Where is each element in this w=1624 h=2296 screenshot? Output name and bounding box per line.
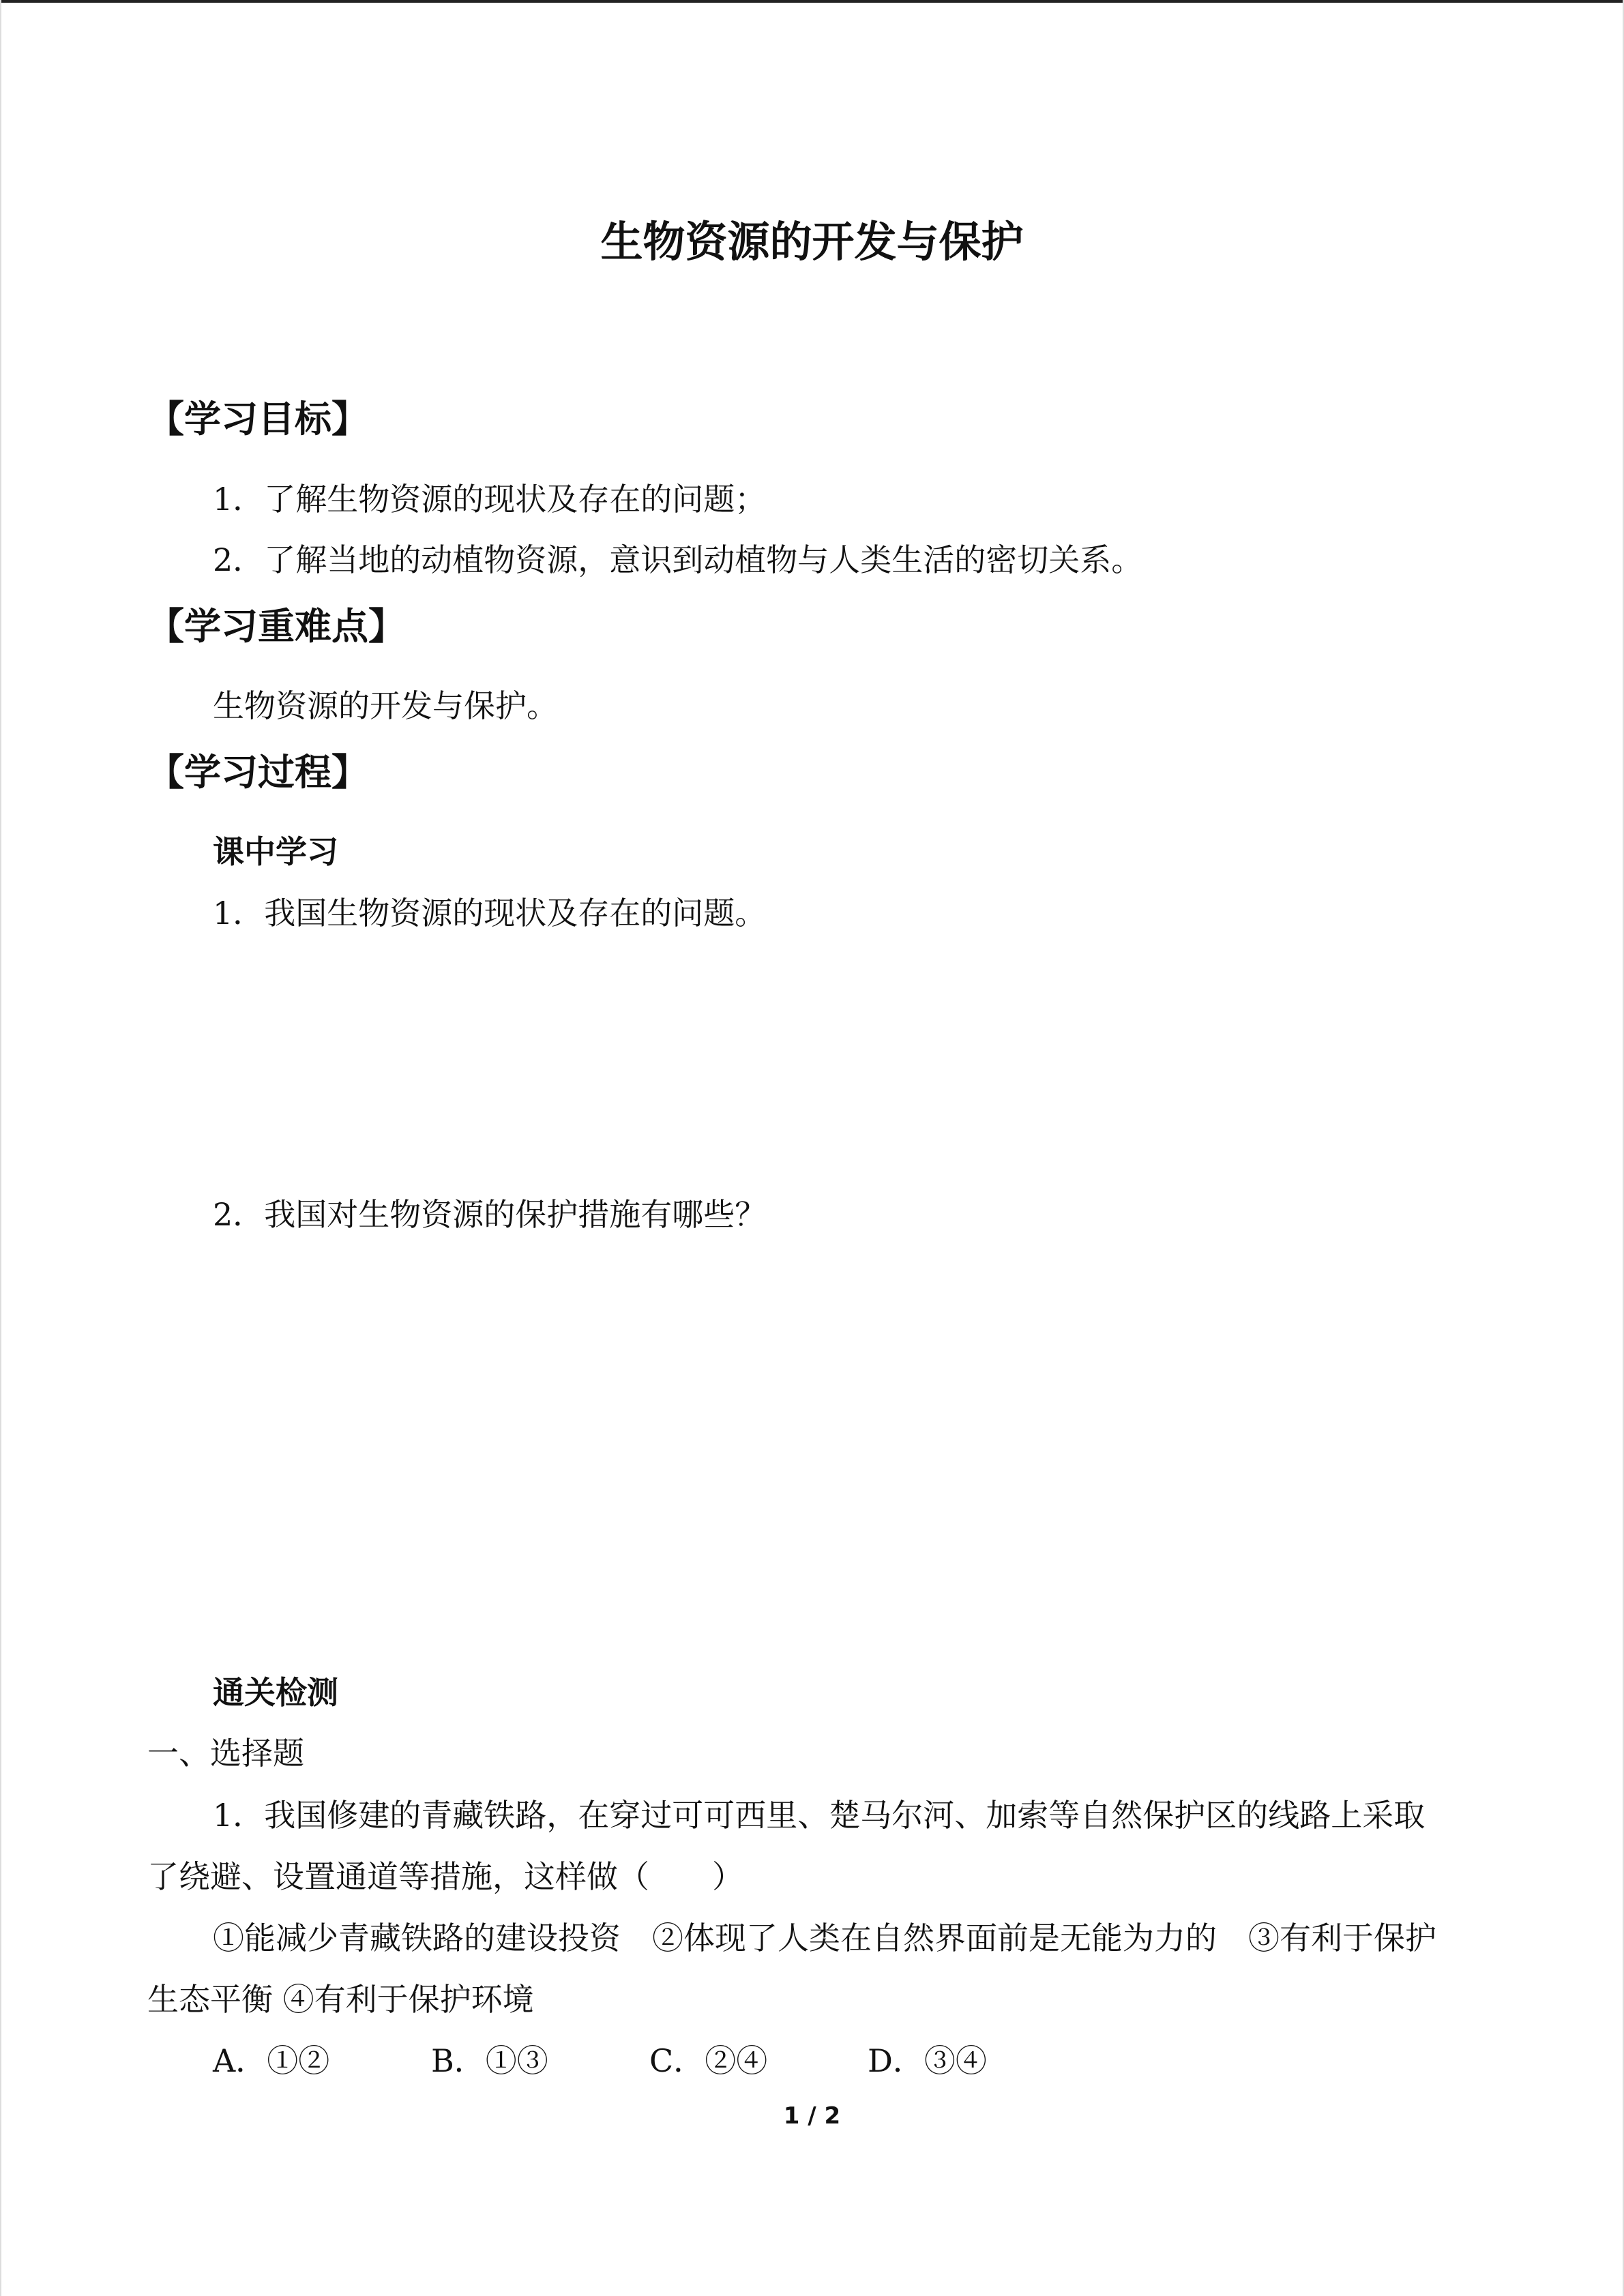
subheading-in-class: 课中学习 xyxy=(213,833,338,870)
option-a: A．①② xyxy=(213,2042,330,2079)
page-top-border xyxy=(0,0,1624,3)
heading-learning-process: 【学习过程】 xyxy=(147,751,368,794)
process-question-1: 1．我国生物资源的现状及存在的问题。 xyxy=(213,895,767,931)
goal-item-1: 1．了解生物资源的现状及存在的问题； xyxy=(213,481,767,518)
test-part-title: 一、选择题 xyxy=(147,1735,304,1772)
option-d: D．③④ xyxy=(868,2042,987,2079)
heading-learning-goals: 【学习目标】 xyxy=(147,398,368,441)
test-q1-statements-line1: ①能减少青藏铁路的建设投资 ②体现了人类在自然界面前是无能为力的 ③有利于保护 xyxy=(213,1920,1436,1956)
key-points-text: 生物资源的开发与保护。 xyxy=(213,687,558,724)
heading-key-points: 【学习重难点】 xyxy=(147,605,405,648)
page-number: 1 / 2 xyxy=(783,2102,841,2130)
test-q1-options xyxy=(213,2036,1086,2081)
subheading-test: 通关检测 xyxy=(213,1674,338,1711)
process-question-2: 2．我国对生物资源的保护措施有哪些？ xyxy=(213,1196,767,1233)
test-q1-line1: 1．我国修建的青藏铁路，在穿过可可西里、楚马尔河、加索等自然保护区的线路上采取 xyxy=(213,1797,1426,1834)
document-title: 生物资源的开发与保护 xyxy=(600,217,1024,267)
option-b: B．①③ xyxy=(431,2042,548,2079)
test-q1-statements-line2: 生态平衡 ④有利于保护环境 xyxy=(147,1981,534,2018)
test-q1-line2: 了绕避、设置通道等措施，这样做（ ） xyxy=(147,1858,743,1895)
page-left-edge xyxy=(0,0,1,2296)
option-c: C．②④ xyxy=(649,2042,768,2079)
goal-item-2: 2．了解当地的动植物资源，意识到动植物与人类生活的密切关系。 xyxy=(213,541,1143,578)
